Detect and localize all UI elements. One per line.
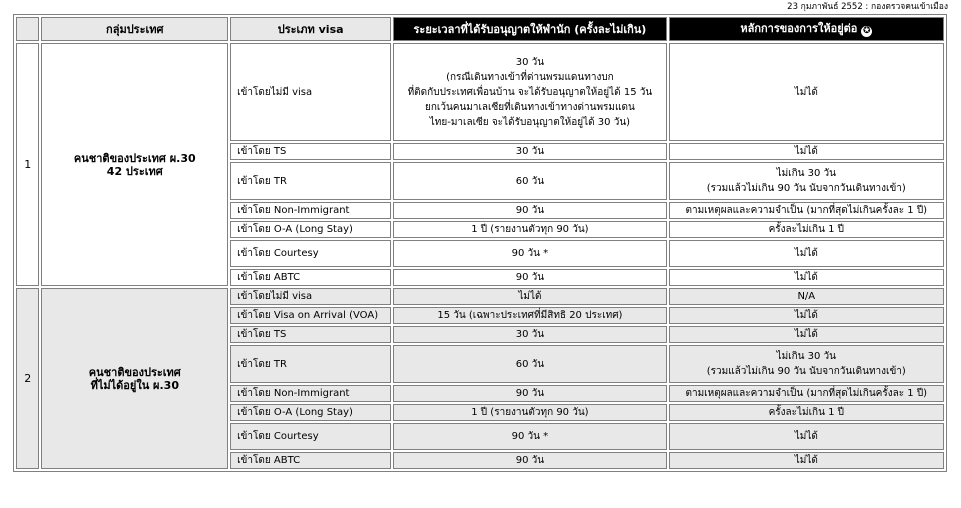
group-name <box>41 288 228 469</box>
duration-line: 90 วัน * <box>511 248 549 259</box>
group-name-line2: ที่ไม่ได้อยู่ใน ผ.30 <box>90 378 179 392</box>
duration-cell <box>393 143 666 160</box>
extension-cell <box>669 307 944 324</box>
extension-cell <box>669 269 944 286</box>
extension-line: (รวมแล้วไม่เกิน 90 วัน นับจากวันเดินทางเข้า) <box>706 366 906 377</box>
duration-line: ไม่ได้ <box>518 291 542 302</box>
duration-line: ยกเว้นคนมาเลเซียที่เดินทางเข้าทางด่านพรมแดน <box>425 101 635 113</box>
duration-line: 15 วัน (เฉพาะประเทศที่มีสิทธิ 20 ประเทศ) <box>437 310 623 321</box>
visa-type-cell: เข้าโดย ABTC <box>230 269 391 286</box>
visa-type-cell: เข้าโดย TS <box>230 143 391 160</box>
duration-line: 30 วัน <box>515 146 545 157</box>
duration-line: 1 ปี (รายงานตัวทุก 90 วัน) <box>471 224 589 235</box>
duration-cell <box>393 385 666 402</box>
header-group: กลุ่มประเทศ <box>41 17 228 41</box>
extension-cell <box>669 404 944 421</box>
extension-line: ตามเหตุผลและความจำเป็น (มากที่สุดไม่เกินครั้งละ 1 ปี) <box>685 205 928 216</box>
extension-line: ตามเหตุผลและความจำเป็น (มากที่สุดไม่เกินครั้งละ 1 ปี) <box>685 388 928 399</box>
extension-line: ครั้งละไม่เกิน 1 ปี <box>768 224 845 235</box>
duration-line: 1 ปี (รายงานตัวทุก 90 วัน) <box>471 407 589 418</box>
extension-cell <box>669 423 944 450</box>
extension-line: ไม่ได้ <box>794 146 818 157</box>
duration-line: 30 วัน <box>515 56 545 68</box>
group-name-line2: 42 ประเทศ <box>106 164 163 178</box>
extension-line: ไม่ได้ <box>794 86 818 98</box>
visa-type-cell: เข้าโดย TR <box>230 345 391 383</box>
extension-line: ไม่ได้ <box>794 455 818 466</box>
duration-cell <box>393 423 666 450</box>
duration-cell <box>393 202 666 219</box>
visa-type-cell: เข้าโดยไม่มี visa <box>230 43 391 141</box>
duration-cell <box>393 288 666 305</box>
extension-line: ไม่เกิน 30 วัน <box>776 168 837 179</box>
duration-cell <box>393 240 666 267</box>
duration-line: 30 วัน <box>515 329 545 340</box>
extension-cell <box>669 288 944 305</box>
visa-type-cell: เข้าโดย Courtesy <box>230 240 391 267</box>
header-blank <box>16 17 39 41</box>
duration-cell <box>393 307 666 324</box>
visa-table <box>13 14 947 472</box>
extension-cell <box>669 240 944 267</box>
duration-line: 90 วัน <box>515 388 545 399</box>
header-extension <box>669 17 944 41</box>
group-number: 2 <box>16 288 39 469</box>
duration-line: 60 วัน <box>515 175 545 187</box>
extension-line: ไม่ได้ <box>794 329 818 340</box>
duration-cell <box>393 404 666 421</box>
extension-line: ไม่ได้ <box>794 272 818 283</box>
visa-type-cell: เข้าโดย Visa on Arrival (VOA) <box>230 307 391 324</box>
extension-cell <box>669 162 944 200</box>
visa-type-cell: เข้าโดย TR <box>230 162 391 200</box>
extension-cell <box>669 452 944 469</box>
group-name-line1: คนชาติของประเทศ <box>88 365 181 379</box>
extension-cell <box>669 143 944 160</box>
header-visa-type: ประเภท visa <box>230 17 391 41</box>
duration-cell <box>393 345 666 383</box>
duration-line: 90 วัน <box>515 205 545 216</box>
extension-line: ไม่เกิน 30 วัน <box>776 351 837 362</box>
table-body <box>16 43 944 469</box>
extension-cell <box>669 385 944 402</box>
duration-cell <box>393 326 666 343</box>
header-row <box>16 17 944 41</box>
duration-cell <box>393 452 666 469</box>
header-duration: ระยะเวลาที่ได้รับอนุญาตให้พำนัก (ครั้งละไม่เกิน) <box>393 17 666 41</box>
visa-type-cell: เข้าโดย Courtesy <box>230 423 391 450</box>
extension-line: ครั้งละไม่เกิน 1 ปี <box>768 407 845 418</box>
extension-line: N/A <box>797 291 816 302</box>
duration-line: 90 วัน <box>515 455 545 466</box>
duration-line: ไทย-มาเลเซีย จะได้รับอนุญาตให้อยู่ได้ 30 วัน) <box>429 116 631 128</box>
duration-line: ที่ติดกับประเทศเพื่อนบ้าน จะได้รับอนุญาตให้อยู่ได้ 15 วัน <box>407 86 653 98</box>
visa-type-cell: เข้าโดย TS <box>230 326 391 343</box>
group-name-line1: คนชาติของประเทศ ผ.30 <box>73 151 196 165</box>
visa-type-cell: เข้าโดย ABTC <box>230 452 391 469</box>
extension-cell <box>669 326 944 343</box>
extension-line: ไม่ได้ <box>794 248 818 259</box>
visa-type-cell: เข้าโดยไม่มี visa <box>230 288 391 305</box>
duration-line: 90 วัน * <box>511 431 549 442</box>
duration-cell <box>393 221 666 238</box>
extension-line: ไม่ได้ <box>794 431 818 442</box>
extension-line: (รวมแล้วไม่เกิน 90 วัน นับจากวันเดินทางเข้า) <box>706 183 906 194</box>
duration-cell <box>393 162 666 200</box>
duration-cell <box>393 269 666 286</box>
table-row <box>16 43 944 141</box>
extension-cell <box>669 43 944 141</box>
extension-line: ไม่ได้ <box>794 310 818 321</box>
extension-cell <box>669 202 944 219</box>
duration-line: (กรณีเดินทางเข้าที่ด่านพรมแดนทางบก <box>446 71 614 83</box>
star-badge-icon: ✪ <box>862 25 871 36</box>
header-extension-label: หลักการของการให้อยู่ต่อ <box>740 21 858 35</box>
group-name <box>41 43 228 286</box>
table-row <box>16 288 944 305</box>
extension-cell <box>669 345 944 383</box>
visa-type-cell: เข้าโดย Non-Immigrant <box>230 385 391 402</box>
date-line: 23 กุมภาพันธ์ 2552 : กองตรวจคนเข้าเมือง <box>787 2 948 12</box>
visa-type-cell: เข้าโดย Non-Immigrant <box>230 202 391 219</box>
duration-line: 60 วัน <box>515 358 545 370</box>
group-number: 1 <box>16 43 39 286</box>
visa-type-cell: เข้าโดย O-A (Long Stay) <box>230 404 391 421</box>
visa-type-cell: เข้าโดย O-A (Long Stay) <box>230 221 391 238</box>
duration-cell <box>393 43 666 141</box>
extension-cell <box>669 221 944 238</box>
duration-line: 90 วัน <box>515 272 545 283</box>
